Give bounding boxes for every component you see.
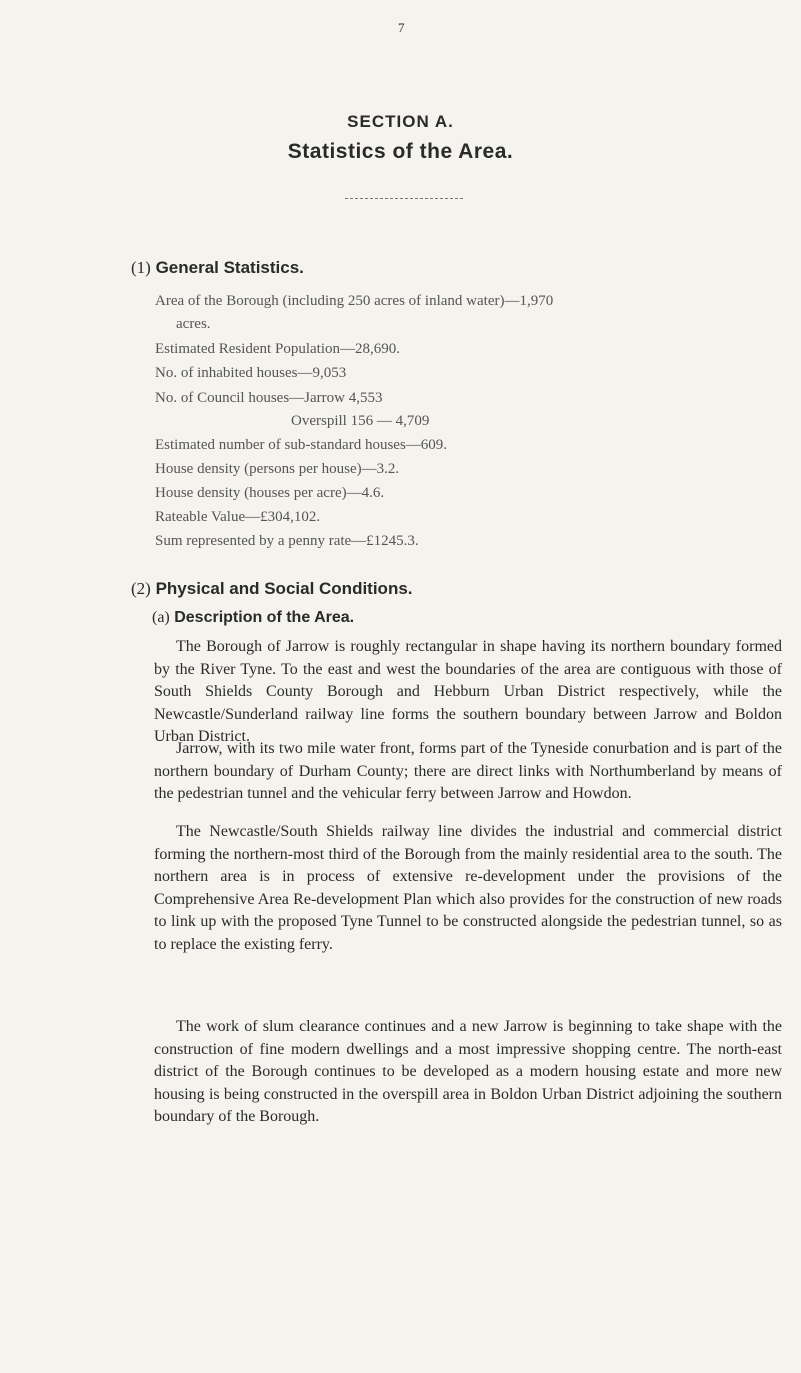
physical-conditions-title: Physical and Social Conditions. — [155, 579, 413, 598]
section-heading: SECTION A. — [347, 112, 454, 131]
general-statistics-heading — [131, 258, 304, 278]
paragraph-2-text: Jarrow, with its two mile water front, forms part of the Tyneside conurbation and is part of the northern boundary of Durham County; there are direct links with Northumberland by means of the pedestrian tunnel and the vehicular ferry between Jarrow and Howdon. — [154, 740, 782, 803]
paragraph-2 — [154, 738, 782, 806]
stat-penny-rate: Sum represented by a penny rate—£1245.3. — [155, 533, 419, 549]
general-statistics-number: (1) — [131, 258, 151, 277]
stat-substandard-houses: Estimated number of sub-standard houses—609. — [155, 437, 448, 453]
paragraph-4 — [154, 1016, 782, 1129]
paragraph-1 — [154, 636, 782, 749]
divider — [345, 198, 463, 199]
page-title: Statistics of the Area. — [287, 140, 514, 163]
stat-area-line2: acres. — [176, 316, 211, 332]
stat-population: Estimated Resident Population—28,690. — [155, 341, 400, 357]
stat-density-persons: House density (persons per house)—3.2. — [155, 461, 400, 477]
paragraph-3-text: The Newcastle/South Shields railway line divides the industrial and commercial district forming the northern-most third of the Borough from the mainly residential area to the south. The northern area is in process of extensive re-development under the provisions of the Comprehensive Area Re-development Plan which also provides for the construction of new roads to link up with the proposed Tyne Tunnel to be constructed alongside the pedestrian tunnel, so as to replace the existing ferry. — [154, 823, 782, 953]
paragraph-3 — [154, 821, 782, 957]
physical-conditions-number: (2) — [131, 579, 151, 598]
description-subheading — [152, 609, 354, 627]
general-statistics-title: General Statistics. — [155, 258, 304, 277]
stat-council-houses-line1: No. of Council houses—Jarrow 4,553 — [155, 390, 383, 406]
paragraph-1-text: The Borough of Jarrow is roughly rectangular in shape having its northern boundary formed by the River Tyne. To the east and west the boundaries of the area are contiguous with those of South Shields County Borough and Hebburn Urban District respectively, while the Newcastle/Sunderland railway line forms the southern boundary between Jarrow and Boldon Urban District. — [154, 638, 782, 746]
stat-inhabited-houses: No. of inhabited houses—9,053 — [155, 365, 347, 381]
stat-area-line1: Area of the Borough (including 250 acres of inland water)—1,970 — [155, 293, 554, 309]
paragraph-4-text: The work of slum clearance continues and a new Jarrow is beginning to take shape with the construction of fine modern dwellings and a most impressive shopping centre. The north-east district of the Borough continues to be developed as a modern housing estate and more new housing is being constructed in the overspill area in Boldon Urban District adjoining the southern boundary of the Borough. — [154, 1018, 782, 1126]
stat-council-houses-line2: Overspill 156 — 4,709 — [291, 413, 430, 429]
page-number: 7 — [398, 20, 405, 35]
description-label: (a) — [152, 609, 170, 626]
physical-conditions-heading — [131, 579, 413, 599]
stat-density-houses: House density (houses per acre)—4.6. — [155, 485, 385, 501]
stat-rateable-value: Rateable Value—£304,102. — [155, 509, 321, 525]
description-title: Description of the Area. — [174, 609, 355, 626]
